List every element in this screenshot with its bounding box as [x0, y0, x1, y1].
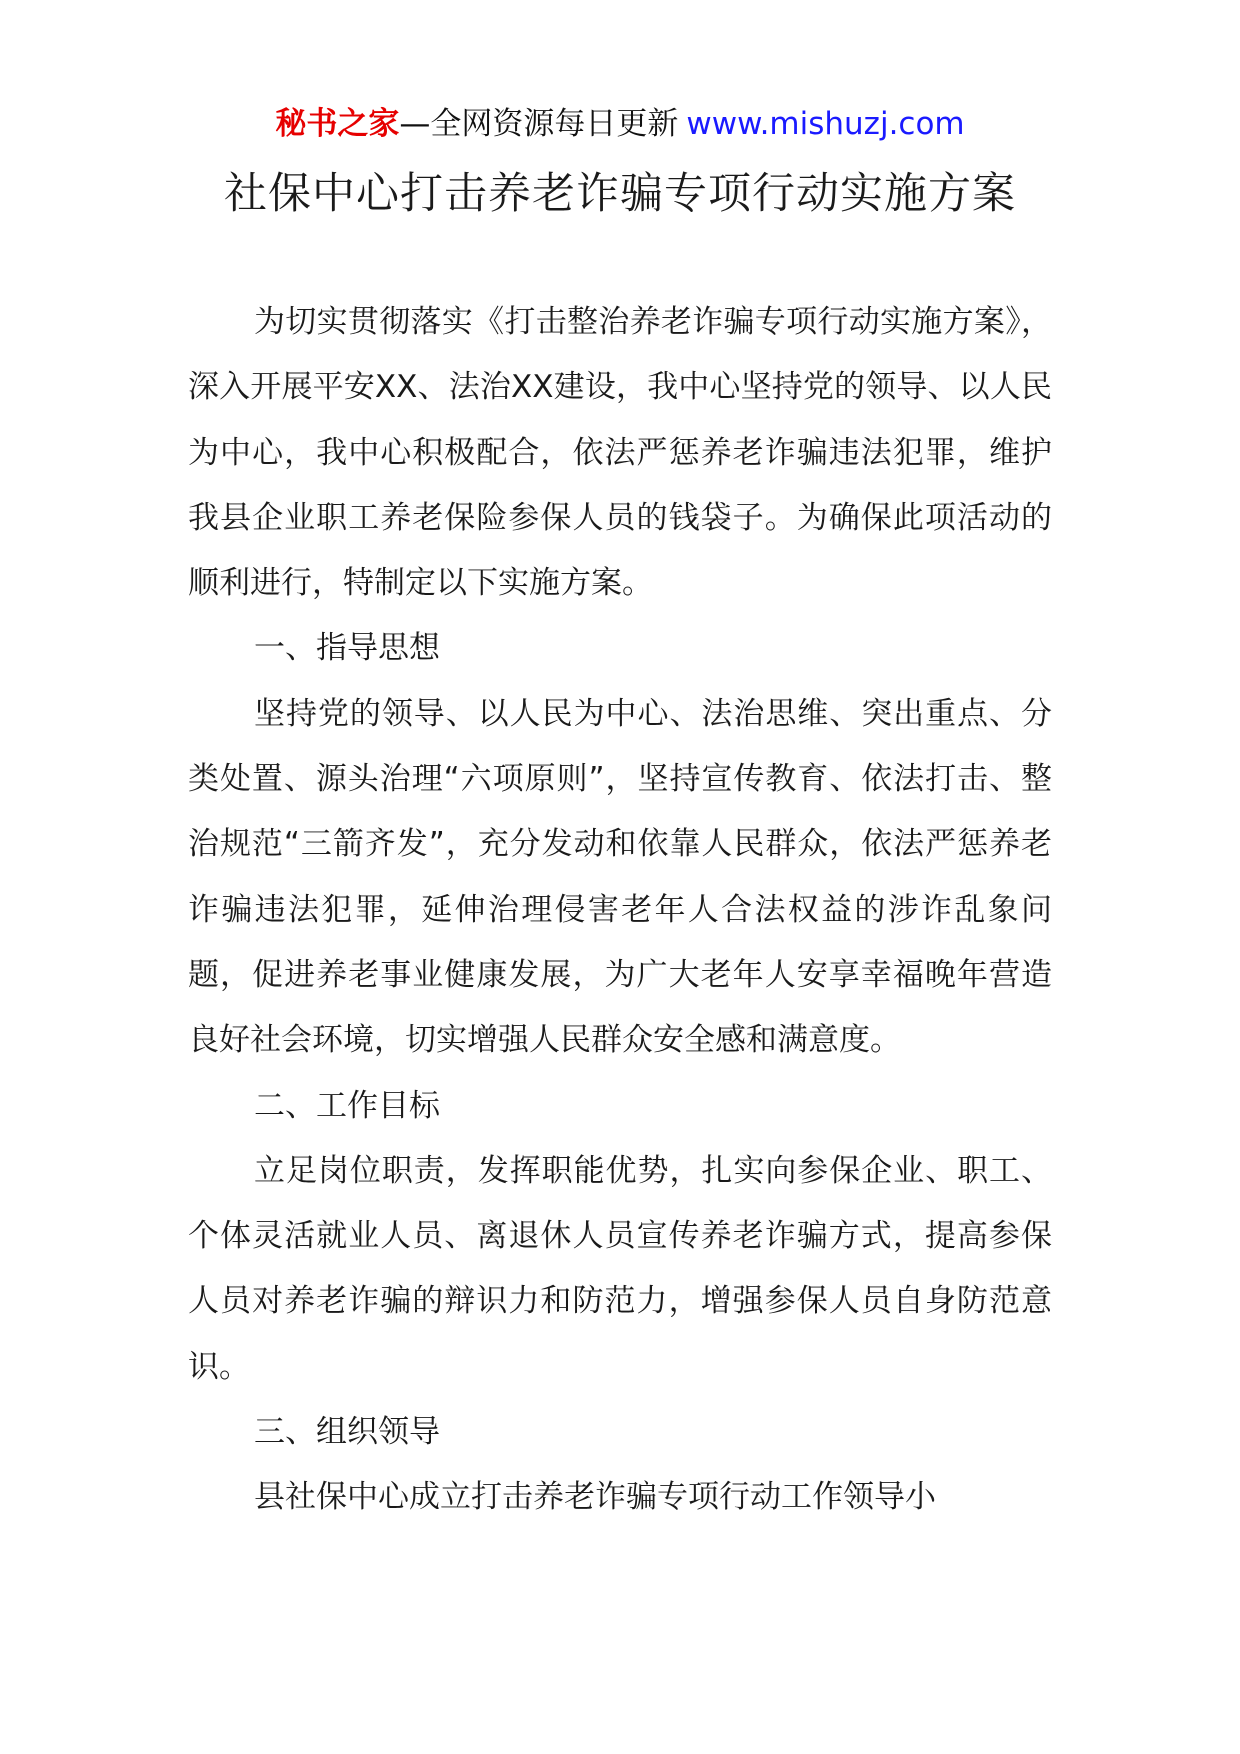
document-body	[188, 290, 1052, 1531]
section-paragraph-guiding-ideology: 坚持党的领导、以人民为中心、法治思维、突出重点、分类处置、源头治理“六项原则”，坚持宣传教育、依法打击、整治规范“三箭齐发”，充分发动和依靠人民群众，依法严惩养老诈骗违法犯罪，延伸治理侵害老年人合法权益的涉诈乱象问题，促进养老事业健康发展，为广大老年人安享幸福晚年营造良好社会环境，切实增强人民群众安全感和满意度。	[188, 695, 1052, 1059]
document-title: 社保中心打击养老诈骗专项行动实施方案	[224, 169, 1016, 219]
banner-url-link[interactable]: www.mishuzj.com	[686, 106, 965, 142]
section-heading-organization: 三、组织领导	[254, 1414, 440, 1451]
banner-brand: 秘书之家	[275, 106, 400, 142]
banner-tagline: —全网资源每日更新	[399, 106, 679, 142]
watermark-banner	[0, 104, 1240, 144]
section-paragraph-work-goals: 立足岗位职责，发挥职能优势，扎实向参保企业、职工、个体灵活就业人员、离退休人员宣传养老诈骗方式，提高参保人员对养老诈骗的辩识力和防范力，增强参保人员自身防范意识。	[188, 1152, 1052, 1385]
section-heading-work-goals: 二、工作目标	[254, 1087, 440, 1124]
section-paragraph-organization: 县社保中心成立打击养老诈骗专项行动工作领导小	[254, 1479, 936, 1516]
intro-paragraph: 为切实贯彻落实《打击整治养老诈骗专项行动实施方案》，深入开展平安XX、法治XX建设，我中心坚持党的领导、以人民为中心，我中心积极配合，依法严惩养老诈骗违法犯罪，维护我县企业职工养老保险参保人员的钱袋子。为确保此项活动的顺利进行，特制定以下实施方案。	[188, 304, 1052, 602]
section-heading-guiding-ideology: 一、指导思想	[254, 630, 440, 667]
